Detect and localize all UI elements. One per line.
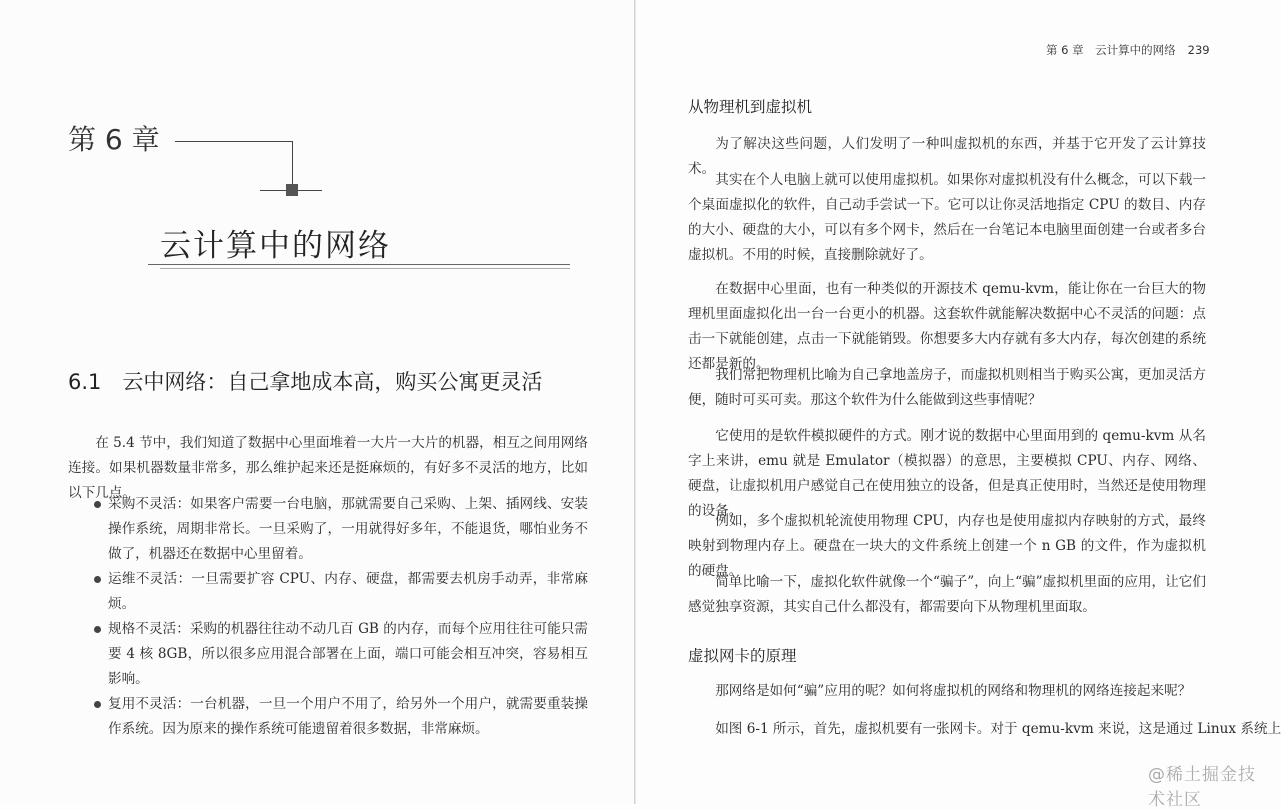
running-head: 第 6 章 云计算中的网络 239	[1046, 43, 1210, 57]
right-page	[636, 0, 1281, 810]
bullet-item: 采购不灵活：如果客户需要一台电脑，那就需要自己采购、上架、插网线、安装操作系统，周期非常长。一旦采购了，一用就得好多年，不能退货，哪怕业务不做了，机器还在数据中心里留着。	[94, 492, 588, 567]
bullet-list	[94, 492, 588, 742]
watermark: @稀土掘金技术社区	[1148, 765, 1256, 810]
section-title: 6.1 云中网络：自己拿地成本高，购买公寓更灵活	[68, 370, 543, 394]
bullet-item: 运维不灵活：一旦需要扩容 CPU、内存、硬盘，都需要去机房手动弄，非常麻烦。	[94, 567, 588, 617]
chapter-label: 第 6 章	[68, 123, 160, 156]
bullet-item: 规格不灵活：采购的机器往往动不动几百 GB 的内存，而每个应用往往可能只需要 4 核 8GB，所以很多应用混合部署在上面，端口可能会相互冲突，容易相互影响。	[94, 617, 588, 692]
paragraph: 例如，多个虚拟机轮流使用物理 CPU，内存也是使用虚拟内存映射的方式，最终映射到物理内存上。硬盘在一块大的文件系统上创建一个 n GB 的文件，作为虚拟机的硬盘。	[688, 513, 1206, 579]
paragraph: 那网络是如何“骗”应用的呢？如何将虚拟机的网络和物理机的网络连接起来呢？	[715, 683, 1192, 699]
chapter-title: 云计算中的网络	[160, 228, 391, 264]
paragraph: 其实在个人电脑上就可以使用虚拟机。如果你对虚拟机没有什么概念，可以下载一个桌面虚拟化的软件，自己动手尝试一下。它可以让你灵活地指定 CPU 的数目、内存的大小、硬盘的大小，可以有多个网卡，然后在一台笔记本电脑里面创建一台或者多台虚拟机。不用的时候，直接删除就好了。	[688, 172, 1206, 263]
intro-paragraph: 在 5.4 节中，我们知道了数据中心里面堆着一大片一大片的机器，相互之间用网络连接。如果机器数量非常多，那么维护起来还是挺麻烦的，有好多不灵活的地方，比如以下几点。	[68, 435, 588, 501]
page-number: 239	[1187, 43, 1210, 57]
bullet-item: 复用不灵活：一台机器，一旦一个用户不用了，给另外一个用户，就需要重装操作系统。因为原来的操作系统可能遗留着很多数据，非常麻烦。	[94, 692, 588, 742]
paragraph: 为了解决这些问题，人们发明了一种叫虚拟机的东西，并基于它开发了云计算技术。	[688, 136, 1206, 177]
paragraph: 它使用的是软件模拟硬件的方式。刚才说的数据中心里面用到的 qemu-kvm 从名字上来讲，emu 就是 Emulator（模拟器）的意思，主要模拟 CPU、内存、网络、硬盘，让虚拟机用户感觉自己在使用独立的设备，但是真正使用时，当然还是使用物理的设备。	[688, 428, 1206, 519]
left-page	[0, 0, 635, 804]
paragraph: 如图 6-1 所示，首先，虚拟机要有一张网卡。对于 qemu-kvm 来说，这是通过 Linux 系统上	[715, 721, 1281, 737]
heading-physical-to-virtual: 从物理机到虚拟机	[688, 98, 813, 116]
paragraph: 简单比喻一下，虚拟化软件就像一个“骗子”，向上“骗”虚拟机里面的应用，让它们感觉独享资源，其实自己什么都没有，都需要向下从物理机里面取。	[688, 574, 1206, 615]
paragraph: 在数据中心里面，也有一种类似的开源技术 qemu-kvm，能让你在一台巨大的物理机里面虚拟化出一台一台更小的机器。这套软件就能解决数据中心不灵活的问题：点击一下就能创建，点击一下就能销毁。你想要多大内存就有多大内存，每次创建的系统还都是新的。	[688, 281, 1206, 372]
heading-virtual-nic: 虚拟网卡的原理	[688, 647, 797, 665]
paragraph: 我们常把物理机比喻为自己拿地盖房子，而虚拟机则相当于购买公寓，更加灵活方便，随时可买可卖。那这个软件为什么能做到这些事情呢？	[688, 367, 1206, 408]
